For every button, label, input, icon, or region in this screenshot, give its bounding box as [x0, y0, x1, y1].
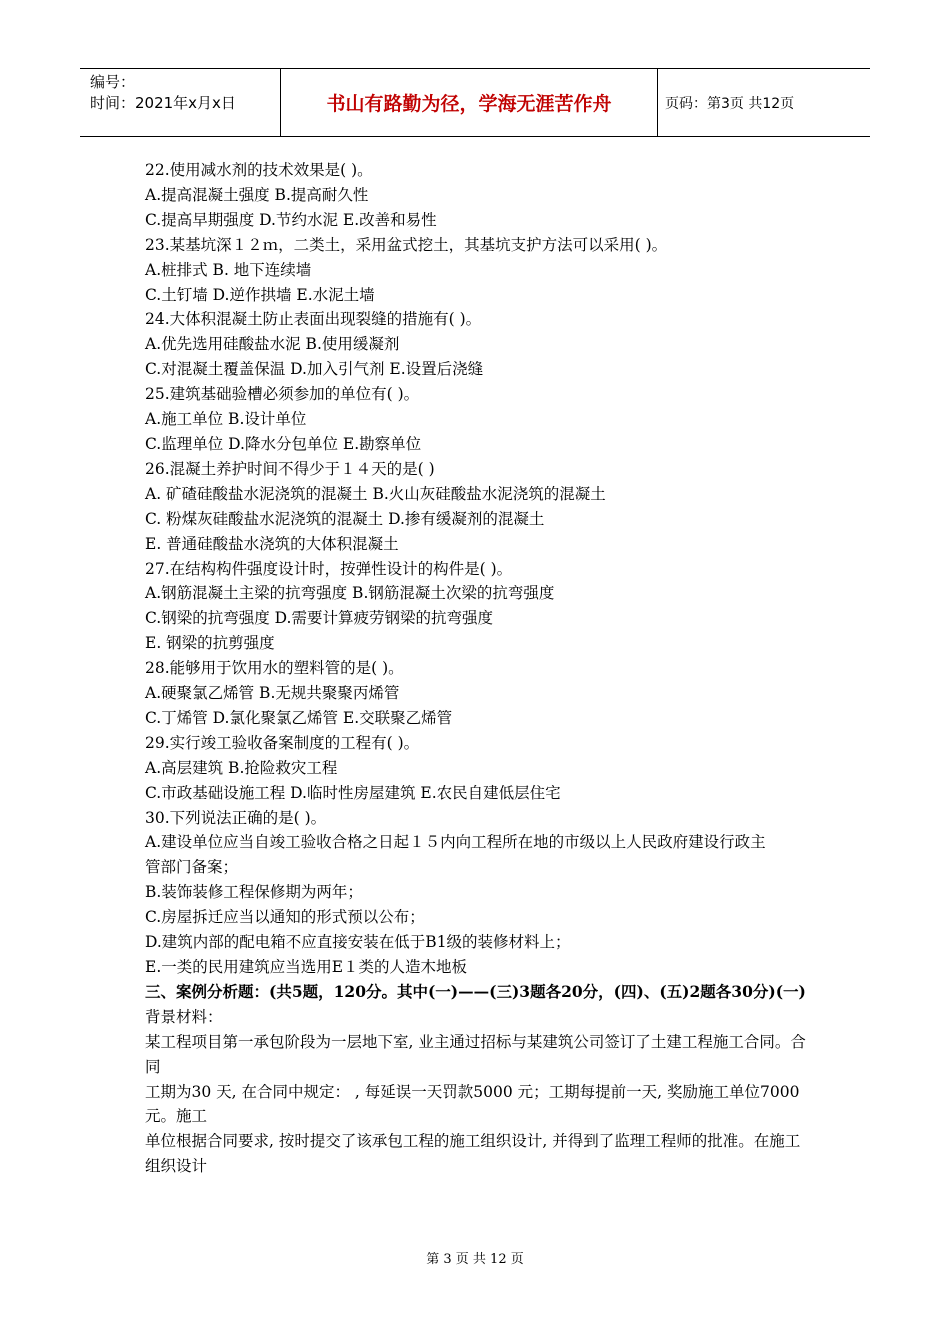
text-line: E.一类的民用建筑应当选用E１类的人造木地板: [145, 958, 468, 976]
text-line: 26.混凝土养护时间不得少于１４天的是( ): [145, 459, 435, 478]
text-line: C.钢梁的抗弯强度 D.需要计算疲劳钢梁的抗弯强度: [145, 609, 493, 628]
text-line: C.土钉墙 D.逆作拱墙 E.水泥土墙: [145, 285, 375, 304]
section-heading: 三、案例分析题：(共5题，120分。其中(一)——(三)3题各20分，(四)、(五)2题各30分)(一): [145, 981, 806, 1001]
text-line: C.房屋拆迁应当以通知的形式预以公布；: [145, 908, 425, 927]
text-line: 28.能够用于饮用水的塑料管的是( )。: [145, 659, 404, 678]
text-line: C. 粉煤灰硅酸盐水泥浇筑的混凝土 D.掺有缓凝剂的混凝土: [145, 509, 545, 528]
text-line: A.钢筋混凝土主梁的抗弯强度 B.钢筋混凝土次梁的抗弯强度: [145, 584, 555, 603]
header-motto: 书山有路勤为径，学海无涯苦作舟: [280, 69, 658, 136]
page-footer: 第 3 页 共 12 页: [426, 1252, 524, 1267]
text-line: A.优先选用硅酸盐水泥 B.使用缓凝剂: [145, 335, 400, 354]
text-line: A.硬聚氯乙烯管 B.无规共聚聚丙烯管: [145, 684, 400, 703]
text-line: 工期为30 天, 在合同中规定： , 每延误一天罚款5000 元；工期每提前一天, 奖励施工单位7000 元。施工: [145, 1082, 800, 1126]
header-meta: [80, 69, 280, 136]
text-line: A. 矿碴硅酸盐水泥浇筑的混凝土 B.火山灰硅酸盐水泥浇筑的混凝土: [145, 484, 606, 503]
text-line: 22.使用减水剂的技术效果是( )。: [145, 161, 373, 179]
text-line: 29.实行竣工验收备案制度的工程有( )。: [145, 733, 420, 752]
text-line: 24.大体积混凝土防止表面出现裂缝的措施有( )。: [145, 310, 482, 329]
page-header: [80, 68, 870, 137]
header-page-info: 页码：第3页 共12页: [665, 95, 795, 112]
text-line: 25.建筑基础验槽必须参加的单位有( )。: [145, 385, 420, 404]
time-label: 时间：2021年x月x日: [90, 94, 236, 112]
text-line: C.提高早期强度 D.节约水泥 E.改善和易性: [145, 210, 437, 229]
text-line: 单位根据合同要求, 按时提交了该承包工程的施工组织设计, 并得到了监理工程师的批准。在施工组织设计: [145, 1132, 801, 1176]
text-line: 30.下列说法正确的是( )。: [145, 808, 327, 827]
text-line: A.施工单位 B.设计单位: [145, 410, 307, 429]
text-line: 23.某基坑深１２ｍ，二类土，采用盆式挖土，其基坑支护方法可以采用( )。: [145, 235, 668, 254]
text-line: A.提高混凝土强度 B.提高耐久性: [145, 185, 369, 204]
text-line: A.高层建筑 B.抢险救灾工程: [145, 758, 338, 777]
text-line: C.市政基础设施工程 D.临时性房屋建筑 E.农民自建低层住宅: [145, 783, 561, 802]
text-line: 某工程项目第一承包阶段为一层地下室, 业主通过招标与某建筑公司签订了土建工程施工合同。合同: [145, 1032, 806, 1076]
text-line: C.对混凝土覆盖保温 D.加入引气剂 E.设置后浇缝: [145, 360, 484, 379]
text-line: B.装饰装修工程保修期为两年；: [145, 883, 363, 902]
text-line: 27.在结构构件强度设计时，按弹性设计的构件是( )。: [145, 559, 513, 578]
text-line: C.监理单位 D.降水分包单位 E.勘察单位: [145, 434, 422, 453]
text-line: E. 钢梁的抗剪强度: [145, 634, 275, 653]
text-line: C.丁烯管 D.氯化聚氯乙烯管 E.交联聚乙烯管: [145, 708, 453, 727]
text-line: A.建设单位应当自竣工验收合格之日起１５内向工程所在地的市级以上人民政府建设行政主: [145, 833, 766, 852]
text-line: E. 普通硅酸盐水浇筑的大体积混凝土: [145, 534, 399, 553]
number-label: 编号：: [90, 73, 136, 91]
text-line: D.建筑内部的配电箱不应直接安装在低于B1级的装修材料上；: [145, 933, 571, 952]
text-line: 管部门备案；: [145, 858, 239, 877]
text-line: A.桩排式 B. 地下连续墙: [145, 260, 312, 279]
document-body: [145, 158, 815, 1179]
text-line: 背景材料：: [145, 1007, 223, 1026]
